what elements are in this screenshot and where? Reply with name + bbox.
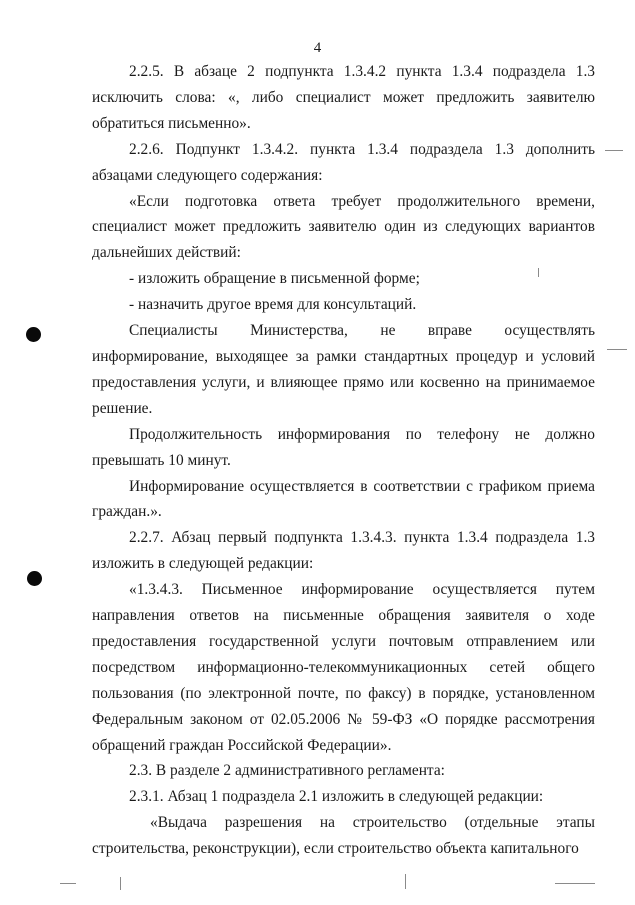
paragraph-2-3: 2.3. В разделе 2 административного регламента: — [129, 762, 445, 780]
paragraph-2-2-7: 2.2.7. Абзац первый подпункта 1.3.4.3. пункта 1.3.4 подраздела 1.3 изложить в следующей редакции: — [92, 529, 595, 573]
scan-mark-bottom-line-1 — [60, 883, 76, 884]
paragraph-option-1: - изложить обращение в письменной форме; — [129, 270, 420, 288]
paragraph-2-2-6: 2.2.6. Подпункт 1.3.4.2. пункта 1.3.4 подраздела 1.3 дополнить абзацами следующего содержания: — [92, 140, 595, 184]
paragraph-2-2-5: 2.2.5. В абзаце 2 подпункта 1.3.4.2 пункта 1.3.4 подраздела 1.3 исключить слова: «, либо специалист может предложить заявителю обратиться письменно». — [92, 63, 595, 132]
hole-punch-upper — [26, 327, 41, 342]
paragraph-1-3-4-3: «1.3.4.3. Письменное информирование осуществляется путем направления ответов на письменные обращения заявителя о ходе предоставления государственной услуги почтовым отправлением или посредством информационно-телекоммуникационных сетей общего пользования (по электронной почте, по факсу) в порядке, установленном Федеральным законом от 02.05.2006 № 59-ФЗ «О порядке рассмотрения обращений граждан Российской Федерации». — [92, 581, 595, 754]
document-body — [92, 59, 595, 862]
page-number: 4 — [313, 40, 322, 56]
paragraph-option-2: - назначить другое время для консультаций. — [129, 296, 417, 314]
paragraph-2-3-1: 2.3.1. Абзац 1 подраздела 2.1 изложить в следующей редакции: — [129, 788, 544, 806]
scan-mark-right-3 — [538, 268, 539, 277]
paragraph-permit: «Выдача разрешения на строительство (отдельные этапы строительства, реконструкции), если строительство объекта капитального — [92, 814, 595, 858]
paragraph-duration: Продолжительность информирования по телефону не должно превышать 10 минут. — [92, 425, 595, 469]
hole-punch-lower — [27, 571, 42, 586]
paragraph-schedule: Информирование осуществляется в соответствии с графиком приема граждан.». — [92, 477, 595, 521]
scan-mark-right-2 — [607, 349, 627, 350]
paragraph-specialists: Специалисты Министерства, не вправе осуществлять информирование, выходящее за рамки стандартных процедур и условий предоставления услуги, и влияющее прямо или косвенно на принимаемое решение. — [92, 322, 595, 417]
paragraph-quote-start: «Если подготовка ответа требует продолжительного времени, специалист может предложить заявителю один из следующих вариантов дальнейших действий: — [92, 192, 595, 262]
scan-mark-right-1 — [605, 150, 623, 151]
scan-mark-bottom-line-2 — [555, 883, 595, 884]
scan-mark-bottom-mid — [405, 874, 406, 889]
scan-mark-bottom-left — [120, 877, 121, 890]
